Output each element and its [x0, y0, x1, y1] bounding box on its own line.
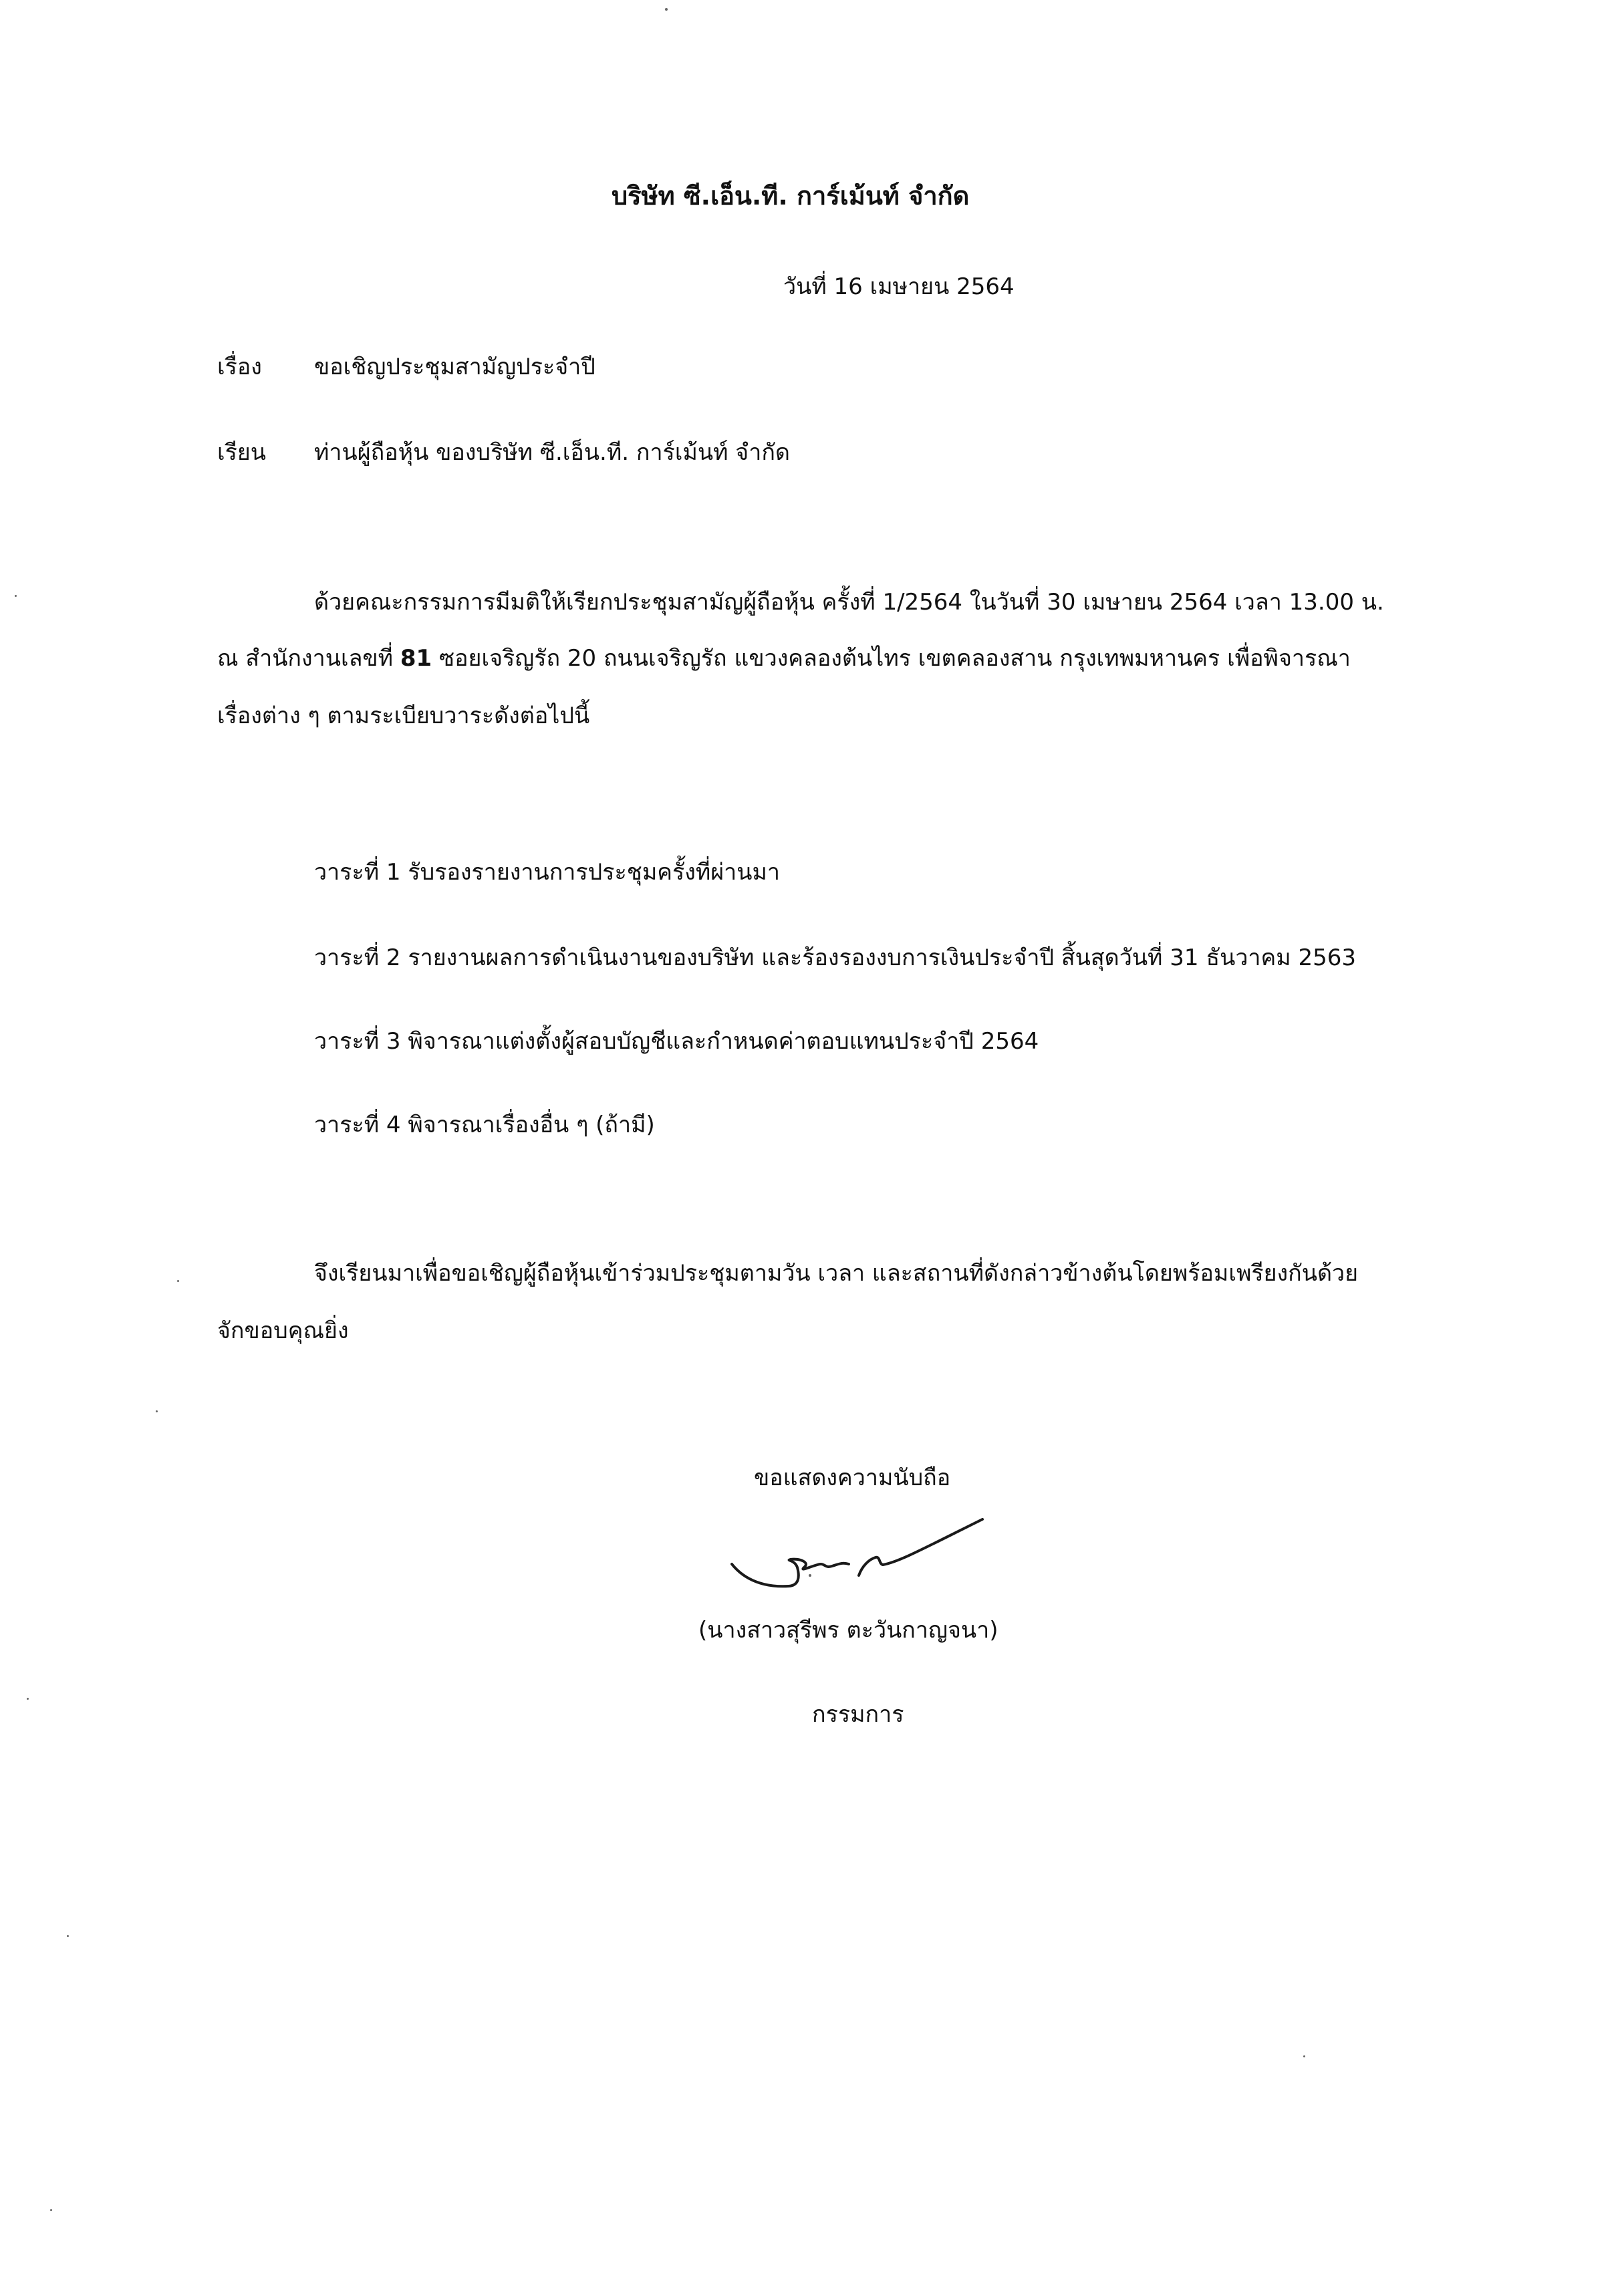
subject-label: เรื่อง: [217, 354, 262, 380]
address-number: 81: [400, 645, 432, 672]
body-line-2-prefix: ณ สำนักงานเลขที่: [217, 645, 400, 672]
signatory-name: (นางสาวสุรีพร ตะวันกาญจนา): [698, 1617, 998, 1644]
body-line-1: ด้วยคณะกรรมการมีมติให้เรียกประชุมสามัญผู้ถือหุ้น ครั้งที่ 1/2564 ในวันที่ 30 เมษายน 2564 เวลา 13.00 น.: [314, 589, 1384, 616]
company-title: บริษัท ซี.เอ็น.ที. การ์เม้นท์ จำกัด: [612, 181, 970, 211]
scan-speck: [15, 595, 17, 597]
subject-text: ขอเชิญประชุมสามัญประจำปี: [314, 354, 595, 380]
agenda-item: วาระที่ 2 รายงานผลการดำเนินงานของบริษัท และร้องรองงบการเงินประจำปี สิ้นสุดวันที่ 31 ธันวาคม 2563: [314, 944, 1357, 971]
agenda-item: วาระที่ 4 พิจารณาเรื่องอื่น ๆ (ถ้ามี): [314, 1112, 655, 1138]
scan-speck: [177, 1280, 179, 1282]
scan-speck: [665, 8, 668, 11]
body-line-2: [217, 643, 1351, 674]
closing-line-1: จึงเรียนมาเพื่อขอเชิญผู้ถือหุ้นเข้าร่วมประชุมตามวัน เวลา และสถานที่ดังกล่าวข้างต้นโดยพร้อมเพรียงกันด้วย: [314, 1260, 1359, 1287]
recipient-label: เรียน: [217, 439, 267, 466]
sign-off: ขอแสดงความนับถือ: [754, 1464, 951, 1491]
handwritten-signature: [725, 1501, 992, 1608]
body-line-3: เรื่องต่าง ๆ ตามระเบียบวาระดังต่อไปนี้: [217, 703, 590, 729]
agenda-item: วาระที่ 1 รับรองรายงานการประชุมครั้งที่ผ่านมา: [314, 859, 781, 886]
scan-speck: [67, 1935, 69, 1937]
scan-speck: [1303, 2055, 1305, 2057]
letter-date: วันที่ 16 เมษายน 2564: [783, 273, 1015, 300]
agenda-item: วาระที่ 3 พิจารณาแต่งตั้งผู้สอบบัญชีและกำหนดค่าตอบแทนประจำปี 2564: [314, 1028, 1039, 1055]
recipient-text: ท่านผู้ถือหุ้น ของบริษัท ซี.เอ็น.ที. การ์เม้นท์ จำกัด: [314, 439, 790, 466]
closing-line-2: จักขอบคุณยิ่ง: [217, 1317, 349, 1344]
scan-speck: [156, 1410, 158, 1412]
signatory-position: กรรมการ: [812, 1701, 904, 1728]
body-line-2-suffix: ซอยเจริญรัถ 20 ถนนเจริญรัถ แขวงคลองต้นไทร เขตคลองสาน กรุงเทพมหานคร เพื่อพิจารณา: [432, 645, 1351, 672]
scan-speck: [809, 1574, 811, 1577]
scan-speck: [27, 1698, 29, 1700]
scan-speck: [50, 2209, 52, 2211]
